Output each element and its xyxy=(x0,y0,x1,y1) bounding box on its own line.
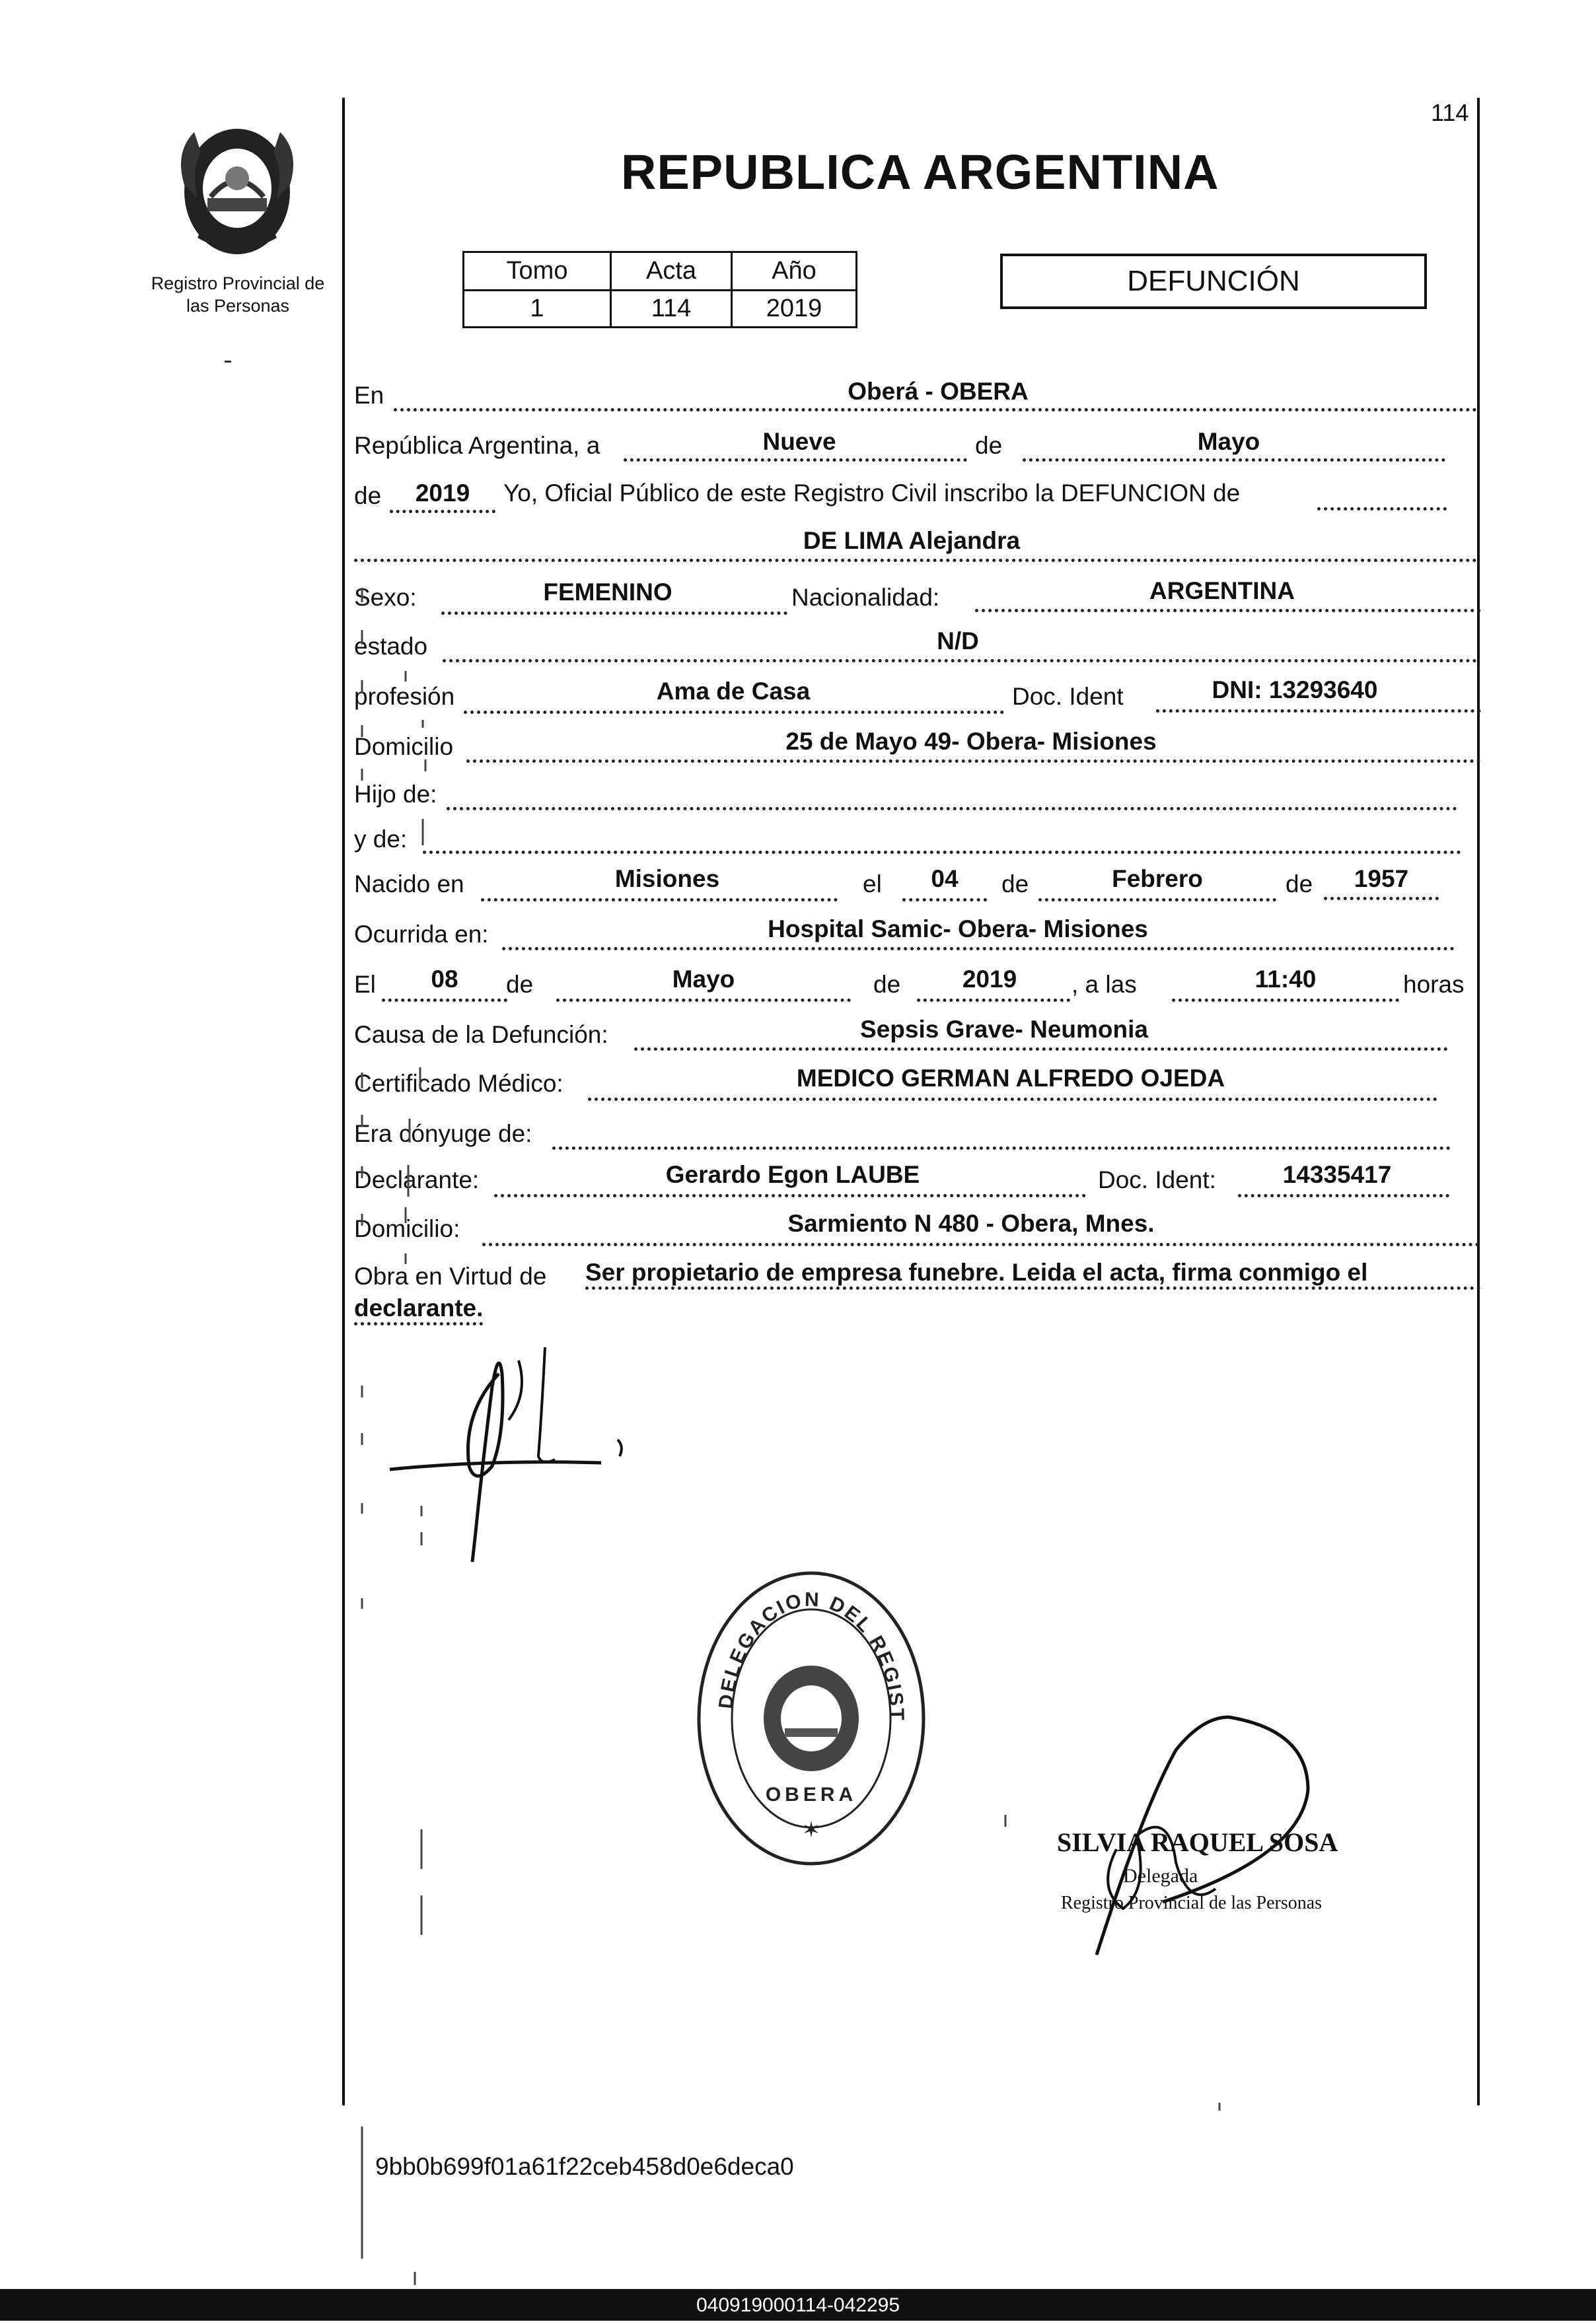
birth-year: 1957 xyxy=(1354,865,1409,892)
doc-ident2-dotline xyxy=(1238,1194,1449,1197)
sexo-value: FEMENINO xyxy=(543,579,672,606)
nacido-dotline xyxy=(481,898,838,901)
de-label-3: de xyxy=(1001,870,1029,898)
inscribo-dotline xyxy=(1317,507,1447,511)
seal-ring-top: REGIST xyxy=(865,1632,908,1723)
birth-month: Febrero xyxy=(1112,865,1203,892)
table-value-anio: 2019 xyxy=(732,291,857,328)
a-las-label: , a las xyxy=(1071,971,1137,998)
deceased-name: DE LIMA Alejandra xyxy=(803,527,1021,554)
ocurrida-dotline xyxy=(502,947,1455,950)
seal-ring-left: DELEGACION DEL xyxy=(715,1588,877,1710)
table-header-tomo: Tomo xyxy=(464,252,611,291)
table-header-anio: Año xyxy=(732,252,857,291)
doc-ident2-value: 14335417 xyxy=(1282,1161,1392,1188)
day-dotline xyxy=(624,458,967,462)
certificado-dotline xyxy=(588,1098,1437,1101)
estado-dotline xyxy=(443,659,1477,662)
estado-label: estado xyxy=(354,633,428,660)
domicilio-dotline xyxy=(466,759,1481,763)
stamp-line3: Registro Provincial de las Personas xyxy=(1061,1893,1323,1913)
birth-day-dotline xyxy=(902,898,987,901)
right-margin-line xyxy=(1477,98,1480,2105)
page-number: 114 xyxy=(1431,99,1469,126)
de-label-6: de xyxy=(873,971,901,998)
death-time-dotline xyxy=(1172,999,1399,1002)
declarante-label: Declarante: xyxy=(354,1166,480,1193)
causa-value: Sepsis Grave- Neumonia xyxy=(860,1016,1148,1043)
death-year-dotline xyxy=(917,999,1070,1002)
nacionalidad-value: ARGENTINA xyxy=(1149,577,1295,604)
declarante-dotline xyxy=(494,1194,1086,1197)
left-margin-line xyxy=(342,98,345,2105)
month-written: Mayo xyxy=(1197,428,1260,455)
table-value-tomo: 1 xyxy=(464,291,611,328)
svg-text:✶: ✶ xyxy=(801,1817,821,1843)
birth-day: 04 xyxy=(931,865,959,892)
y-de-dotline xyxy=(423,851,1461,854)
table-value-acta: 114 xyxy=(611,291,732,328)
causa-dotline xyxy=(634,1047,1448,1051)
day-written: Nueve xyxy=(762,428,836,455)
y-de-label: y de: xyxy=(354,826,408,853)
barcode-text: 040919000114-042295 xyxy=(696,2294,900,2316)
ocurrida-value: Hospital Samic- Obera- Misiones xyxy=(768,915,1148,942)
registry-name-line2: las Personas xyxy=(186,296,290,316)
el-upper-label: El xyxy=(354,971,376,998)
page-title: REPUBLICA ARGENTINA xyxy=(621,145,1219,199)
death-month-dotline xyxy=(556,999,851,1002)
seal-ring-right xyxy=(692,1567,701,1571)
misiones-emblem-icon xyxy=(161,112,313,264)
certificado-value: MEDICO GERMAN ALFREDO OJEDA xyxy=(796,1065,1225,1092)
death-month: Mayo xyxy=(672,966,735,993)
domicilio2-dotline xyxy=(482,1243,1480,1246)
de-label-2: de xyxy=(354,482,382,509)
ocurrida-label: Ocurrida en: xyxy=(354,921,489,948)
declarant-signature xyxy=(383,1334,647,1572)
record-type: DEFUNCIÓN xyxy=(1127,265,1300,297)
sexo-label: Sexo: xyxy=(354,584,417,611)
conyuge-label: Era cónyuge de: xyxy=(354,1120,532,1147)
obra-value-line2: declarante. xyxy=(354,1294,483,1325)
de-label-1: de xyxy=(975,432,1003,459)
stamp-line2: Delegada xyxy=(1123,1865,1198,1887)
obra-label: Obra en Virtud de xyxy=(354,1263,547,1290)
causa-label: Causa de la Defunción: xyxy=(354,1021,608,1048)
nacionalidad-label: Nacionalidad: xyxy=(791,584,940,611)
hijo-label: Hijo de: xyxy=(354,781,437,808)
doc-ident2-label: Doc. Ident: xyxy=(1098,1166,1216,1193)
delegation-seal xyxy=(692,1567,930,1870)
year-dotline xyxy=(390,510,495,513)
obra-value-line1: Ser propietario de empresa funebre. Leida el acta, firma conmigo el xyxy=(585,1259,1481,1290)
registry-name-line1: Registro Provincial de xyxy=(151,273,325,293)
doc-ident-value: DNI: 13293640 xyxy=(1212,676,1378,703)
estado-value: N/D xyxy=(937,627,979,654)
inscribo-text: Yo, Oficial Público de este Registro Civil inscribo la DEFUNCION de xyxy=(503,479,1241,507)
profesion-dotline xyxy=(464,711,1004,714)
declarante-value: Gerardo Egon LAUBE xyxy=(665,1161,920,1188)
en-dotline xyxy=(394,408,1477,411)
republica-label: República Argentina, a xyxy=(354,432,600,459)
profesion-label: profesión xyxy=(354,683,455,710)
footer-bar xyxy=(0,2289,1596,2321)
profesion-value: Ama de Casa xyxy=(656,678,811,705)
el-label: el xyxy=(863,870,882,898)
birth-year-dotline xyxy=(1324,897,1439,900)
stamp-name: SILVIA RAQUEL SOSA xyxy=(1057,1827,1338,1857)
death-year: 2019 xyxy=(962,966,1017,993)
name-dotline xyxy=(354,559,1477,562)
death-day: 08 xyxy=(431,966,458,993)
small-tick xyxy=(225,361,231,363)
nacionalidad-dotline xyxy=(975,609,1481,612)
hijo-dotline xyxy=(447,807,1457,810)
de-label-5: de xyxy=(506,971,534,998)
record-table xyxy=(462,251,857,328)
nacido-label: Nacido en xyxy=(354,870,464,898)
month-dotline xyxy=(1023,458,1445,462)
domicilio-label: Domicilio xyxy=(354,733,454,760)
year-value: 2019 xyxy=(415,479,470,507)
doc-ident-label: Doc. Ident xyxy=(1012,683,1124,710)
seal-city: OBERA xyxy=(765,1784,857,1806)
death-day-dotline xyxy=(382,999,507,1002)
horas-label: horas xyxy=(1403,971,1465,998)
table-header-acta: Acta xyxy=(611,252,732,291)
document-hash: 9bb0b699f01a61f22ceb458d0e6deca0 xyxy=(375,2153,794,2180)
de-label-4: de xyxy=(1286,870,1313,898)
official-stamp xyxy=(1044,1691,1400,1968)
en-label: En xyxy=(354,382,384,409)
record-type-box xyxy=(1000,254,1427,309)
sexo-dotline xyxy=(441,612,787,615)
domicilio-value: 25 de Mayo 49- Obera- Misiones xyxy=(785,728,1157,755)
certificado-label: Certificado Médico: xyxy=(354,1070,563,1097)
death-time: 11:40 xyxy=(1254,966,1317,993)
en-value: Oberá - OBERA xyxy=(848,378,1029,405)
birth-month-dotline xyxy=(1038,898,1276,901)
domicilio2-value: Sarmiento N 480 - Obera, Mnes. xyxy=(787,1210,1155,1237)
domicilio2-label: Domicilio: xyxy=(354,1215,460,1242)
registry-name xyxy=(132,272,344,317)
nacido-value: Misiones xyxy=(614,865,720,892)
conyuge-dotline xyxy=(552,1146,1451,1150)
doc-ident-dotline xyxy=(1156,709,1481,713)
